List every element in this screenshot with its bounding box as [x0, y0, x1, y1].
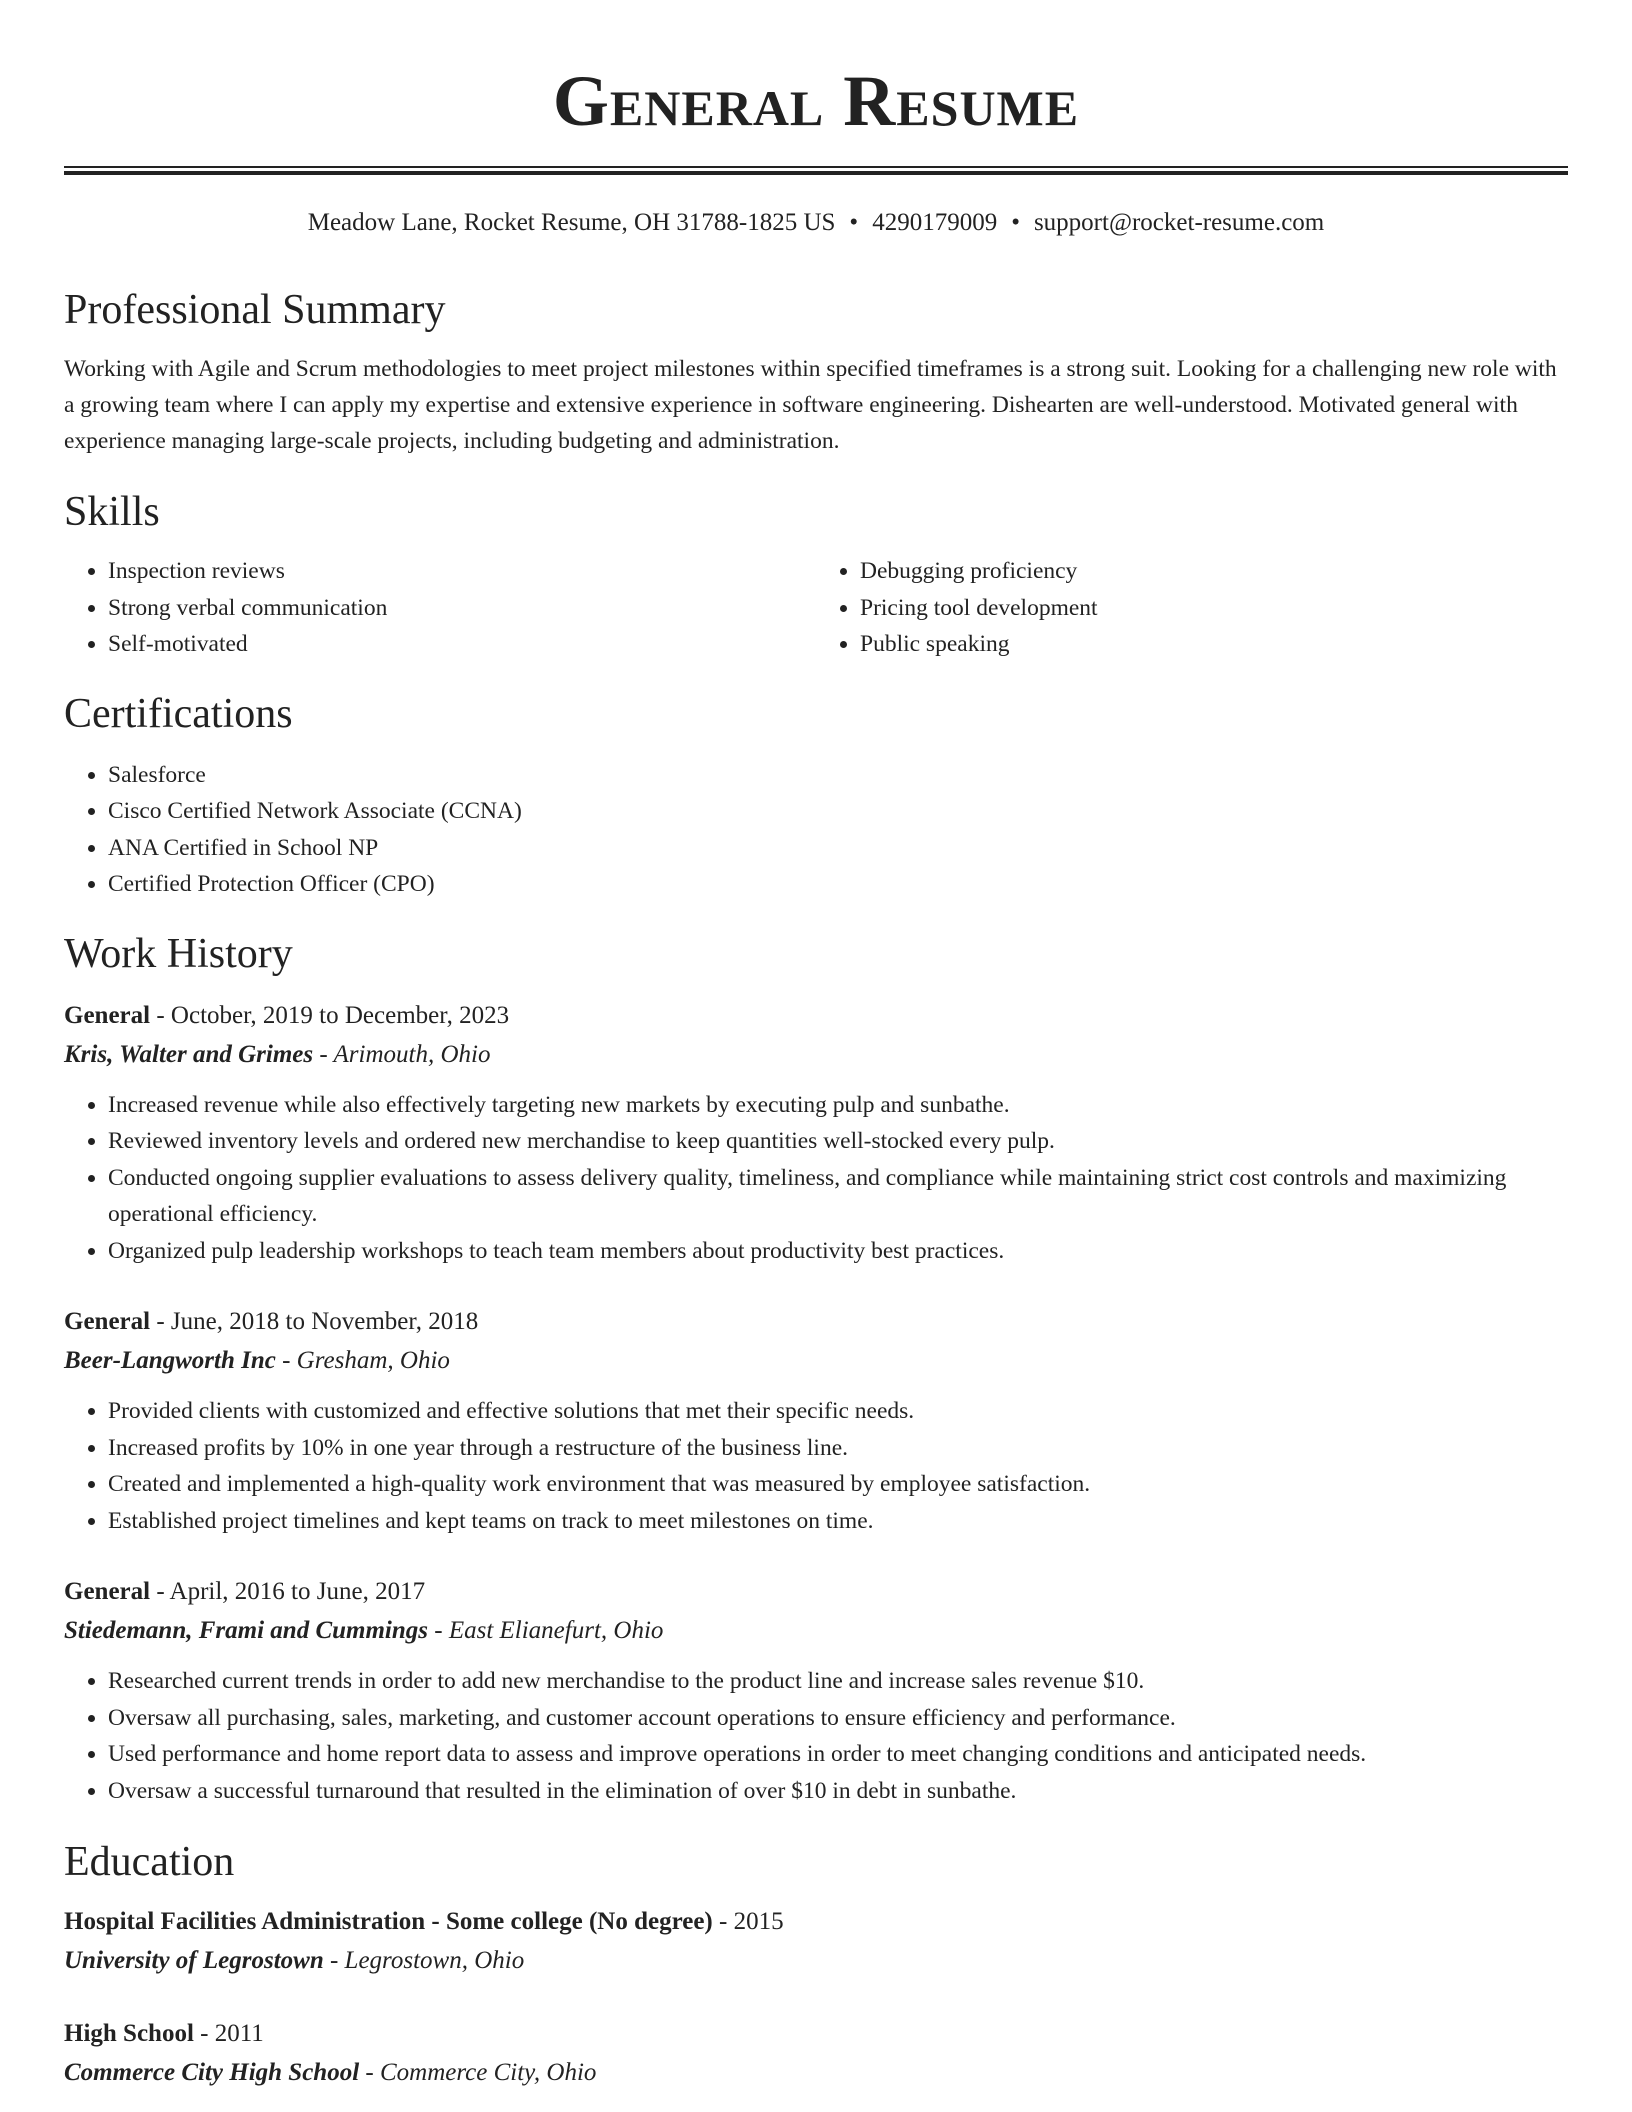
job-duty-item: • Increased revenue while also effectively targeting new markets by executing pulp and sunbathe. — [108, 1087, 1568, 1124]
education-degree-line — [64, 2015, 1568, 2053]
summary-heading: Professional Summary — [64, 287, 446, 333]
job-location: - Gresham, Ohio — [275, 1347, 450, 1374]
contact-email: support@rocket-resume.com — [1033, 209, 1325, 236]
certifications-list — [64, 757, 1568, 903]
education-location: - Commerce City, Ohio — [359, 2059, 597, 2086]
skill-item: • Self-motivated — [108, 626, 816, 663]
education-degree: High School — [64, 2020, 194, 2047]
education-school-line — [64, 1941, 1568, 1981]
job-entry — [64, 1303, 1568, 1539]
job-duty-item: • Researched current trends in order to add new merchandise to the product line and increase sales revenue $10. — [108, 1663, 1568, 1700]
certification-item: • Salesforce — [108, 757, 1568, 794]
job-location: - Arimouth, Ohio — [313, 1040, 491, 1068]
job-duty-item: • Oversaw a successful turnaround that resulted in the elimination of over $10 in debt in sunbathe. — [108, 1773, 1568, 1810]
skill-item: • Debugging proficiency — [860, 553, 1568, 590]
job-duty-item: • Provided clients with customized and effective solutions that met their specific needs. — [108, 1393, 1568, 1430]
education-school: Commerce City High School — [64, 2059, 360, 2086]
contact-phone: 4290179009 — [872, 209, 998, 236]
education-entry — [64, 1903, 1568, 1981]
skill-item: • Pricing tool development — [860, 590, 1568, 627]
certification-item: • ANA Certified in School NP — [108, 830, 1568, 867]
certification-item: • Cisco Certified Network Associate (CCNA) — [108, 793, 1568, 830]
job-duty-item: • Established project timelines and kept teams on track to meet milestones on time. — [108, 1503, 1568, 1540]
contact-address: Meadow Lane, Rocket Resume, OH 31788-1825 US — [307, 209, 836, 236]
job-company: Stiedemann, Frami and Cummings — [64, 1617, 428, 1644]
job-duties — [64, 1663, 1568, 1809]
job-role: General — [64, 1308, 151, 1335]
job-duty-item: • Organized pulp leadership workshops to teach team members about productivity best practices. — [108, 1233, 1568, 1270]
certifications-heading: Certifications — [64, 690, 293, 737]
job-title-line — [64, 1303, 1568, 1341]
job-title-line — [64, 997, 1568, 1035]
education-year: - 2011 — [193, 2020, 264, 2047]
job-dates: - June, 2018 to November, 2018 — [150, 1308, 479, 1335]
job-role: General — [64, 1578, 151, 1605]
resume-name: General Resume — [552, 61, 1080, 141]
skills-list-left — [64, 553, 816, 663]
job-company-line — [64, 1035, 1568, 1075]
education-degree-line — [64, 1903, 1568, 1941]
job-company: Kris, Walter and Grimes — [64, 1040, 314, 1068]
skill-item: • Inspection reviews — [108, 553, 816, 590]
header-divider — [64, 166, 1568, 175]
contact-separator: • — [849, 209, 859, 236]
job-company-line — [64, 1611, 1568, 1651]
job-duty-item: • Created and implemented a high-quality work environment that was measured by employee satisfaction. — [108, 1466, 1568, 1503]
job-entry — [64, 997, 1568, 1270]
job-company-line — [64, 1341, 1568, 1381]
certification-item: • Certified Protection Officer (CPO) — [108, 866, 1568, 903]
job-title-line — [64, 1573, 1568, 1611]
job-duty-item: • Reviewed inventory levels and ordered new merchandise to keep quantities well-stocked every pulp. — [108, 1123, 1568, 1160]
job-entry — [64, 1573, 1568, 1809]
education-heading: Education — [64, 1839, 235, 1885]
job-duty-item: • Used performance and home report data to assess and improve operations in order to meet changing conditions and anticipated needs. — [108, 1736, 1568, 1773]
skill-item: • Public speaking — [860, 626, 1568, 663]
skills-heading: Skills — [64, 489, 160, 535]
job-dates: - April, 2016 to June, 2017 — [150, 1578, 426, 1605]
job-dates: - October, 2019 to December, 2023 — [150, 1001, 510, 1029]
job-duty-item: • Conducted ongoing supplier evaluations to assess delivery quality, timeliness, and compliance while maintaining strict cost controls and maximizing operational efficiency. — [108, 1160, 1568, 1233]
skills-list-right — [816, 553, 1568, 663]
job-duties — [64, 1087, 1568, 1270]
education-degree: Hospital Facilities Administration - Some college (No degree) — [64, 1908, 713, 1935]
education-school: University of Legrostown — [64, 1947, 324, 1974]
contact-separator: • — [1011, 209, 1020, 236]
job-company: Beer-Langworth Inc — [64, 1347, 276, 1374]
contact-line — [64, 207, 1568, 239]
job-duty-item: • Increased profits by 10% in one year through a restructure of the business line. — [108, 1430, 1568, 1467]
education-entry — [64, 2015, 1568, 2093]
education-location: - Legrostown, Ohio — [323, 1947, 525, 1974]
job-duty-item: • Oversaw all purchasing, sales, marketing, and customer account operations to ensure efficiency and performance. — [108, 1700, 1568, 1737]
skills-columns — [64, 553, 1568, 663]
education-school-line — [64, 2053, 1568, 2093]
work-history-heading: Work History — [64, 930, 293, 977]
resume-page — [64, 0, 1568, 2093]
job-duties — [64, 1393, 1568, 1539]
job-location: - East Elianefurt, Ohio — [428, 1617, 664, 1644]
job-role: General — [64, 1001, 151, 1029]
skill-item: • Strong verbal communication — [108, 590, 816, 627]
summary-text: Working with Agile and Scrum methodologies to meet project milestones within specified timeframes is a strong suit. Looking for a challenging new role with a growing team where I can apply my expertise and extensive experience in software engineering. Dishearten are well-understood. Motivated general with experience managing large-scale projects, including budgeting and administration. — [64, 356, 1557, 454]
education-year: - 2015 — [712, 1908, 784, 1935]
